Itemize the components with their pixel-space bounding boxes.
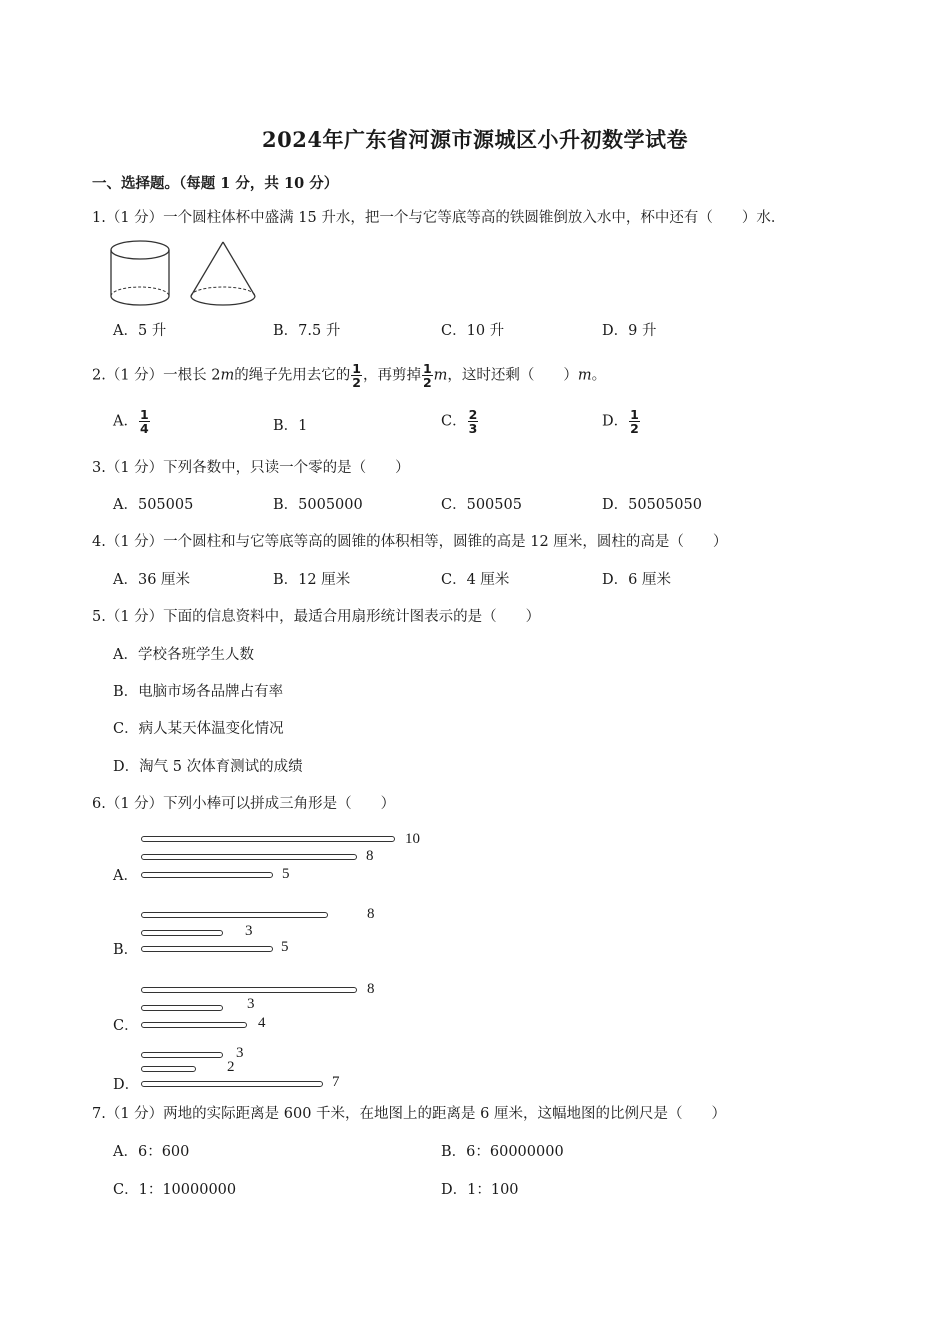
q2-option-d-fraction bbox=[629, 408, 640, 435]
q3-option-b: B．5005000 bbox=[273, 497, 363, 513]
q6-option-b-label: B． bbox=[113, 942, 139, 958]
q2-option-d-label: D． bbox=[602, 413, 629, 430]
q2-fraction-1 bbox=[351, 362, 362, 389]
q2-unit-m: m bbox=[220, 367, 235, 384]
q7-option-a: A．6：600 bbox=[113, 1144, 190, 1160]
q4-option-a: A．36 厘米 bbox=[113, 572, 191, 588]
q5-option-b: B．电脑市场各品牌占有率 bbox=[113, 684, 284, 700]
q2-option-c bbox=[441, 408, 479, 435]
q2-fraction-2 bbox=[422, 362, 433, 389]
q5-option-d: D．淘气 5 次体育测试的成绩 bbox=[113, 759, 303, 775]
q6-a-stick-3 bbox=[141, 872, 273, 878]
q6-option-a-label: A． bbox=[113, 868, 138, 884]
q6-b-stick-3 bbox=[141, 946, 273, 952]
q2-text-c: ，再剪掉 bbox=[362, 367, 421, 384]
question-4-stem: 4.（1 分）一个圆柱和与它等底等高的圆锥的体积相等，圆锥的高是 12 厘米，圆柱的高是（ ） bbox=[92, 534, 728, 550]
q6-b-stick-1 bbox=[141, 912, 328, 918]
q6-c-stick-1-length: 8 bbox=[367, 981, 375, 997]
q6-c-stick-1 bbox=[141, 987, 357, 993]
q2-text-b: 的绳子先用去它的 bbox=[234, 367, 351, 384]
question-6-stem: 6.（1 分）下列小棒可以拼成三角形是（ ） bbox=[92, 796, 396, 812]
q2-d-denominator: 2 bbox=[630, 421, 639, 436]
q6-d-stick-3-length: 7 bbox=[332, 1074, 340, 1090]
q7-option-d: D．1：100 bbox=[441, 1182, 519, 1198]
q6-a-stick-2-length: 8 bbox=[366, 848, 374, 864]
q2-option-d bbox=[602, 408, 641, 435]
section-heading: 一、选择题。（每题 1 分，共 10 分） bbox=[92, 175, 339, 192]
q5-option-c: C．病人某天体温变化情况 bbox=[113, 721, 284, 737]
q2-c-denominator: 3 bbox=[468, 421, 478, 436]
q6-b-stick-3-length: 5 bbox=[281, 939, 289, 955]
q2-frac1-denominator: 2 bbox=[352, 375, 361, 390]
q6-d-stick-1 bbox=[141, 1052, 223, 1058]
q3-option-a: A．505005 bbox=[113, 497, 194, 513]
q2-option-a bbox=[113, 408, 151, 435]
q2-option-a-fraction bbox=[139, 408, 150, 435]
q2-frac1-numerator: 1 bbox=[352, 361, 361, 376]
q1-option-b: B．7.5 升 bbox=[273, 323, 341, 339]
q7-option-c: C．1：10000000 bbox=[113, 1182, 237, 1198]
q2-text-d: ，这时还剩（ ） bbox=[447, 367, 578, 384]
q2-option-c-label: C． bbox=[441, 413, 467, 430]
question-3-stem: 3.（1 分）下列各数中，只读一个零的是（ ） bbox=[92, 460, 410, 476]
q2-option-c-fraction bbox=[468, 408, 479, 435]
q6-option-c-label: C． bbox=[113, 1018, 139, 1034]
q6-d-stick-2-length: 2 bbox=[227, 1059, 235, 1075]
q2-unit-m-3: m bbox=[577, 367, 592, 384]
q7-option-b: B．6：60000000 bbox=[441, 1144, 564, 1160]
q4-option-c: C．4 厘米 bbox=[441, 572, 510, 588]
cylinder-cone-icon bbox=[104, 236, 264, 314]
q2-text-e: 。 bbox=[591, 367, 607, 384]
q4-option-b: B．12 厘米 bbox=[273, 572, 351, 588]
cylinder-cone-figure bbox=[104, 236, 264, 314]
q2-frac2-denominator: 2 bbox=[422, 375, 432, 390]
q5-option-a: A．学校各班学生人数 bbox=[113, 647, 254, 663]
q6-d-stick-1-length: 3 bbox=[236, 1045, 244, 1061]
q6-b-stick-1-length: 8 bbox=[367, 906, 375, 922]
question-5-stem: 5.（1 分）下面的信息资料中，最适合用扇形统计图表示的是（ ） bbox=[92, 609, 541, 625]
q6-c-stick-2 bbox=[141, 1005, 223, 1011]
question-1-stem: 1.（1 分）一个圆柱体杯中盛满 15 升水，把一个与它等底等高的铁圆锥倒放入水中，杯中还有（ ）水． bbox=[92, 210, 786, 226]
q3-option-c: C．500505 bbox=[441, 497, 522, 513]
q6-b-stick-2 bbox=[141, 930, 223, 936]
q4-option-d: D．6 厘米 bbox=[602, 572, 671, 588]
question-2-stem bbox=[92, 362, 606, 389]
q2-option-a-label: A． bbox=[113, 413, 138, 430]
q6-a-stick-1 bbox=[141, 836, 395, 842]
q2-c-numerator: 2 bbox=[468, 407, 478, 422]
q3-option-d: D．50505050 bbox=[602, 497, 702, 513]
q6-c-stick-3-length: 4 bbox=[258, 1015, 266, 1031]
q6-d-stick-3 bbox=[141, 1081, 323, 1087]
q2-text-a: 2.（1 分）一根长 2 bbox=[92, 367, 221, 384]
q2-d-numerator: 1 bbox=[630, 407, 639, 422]
q2-a-denominator: 4 bbox=[139, 421, 149, 436]
q2-unit-m-2: m bbox=[433, 367, 448, 384]
q6-option-d-label: D． bbox=[113, 1077, 140, 1093]
q6-c-stick-2-length: 3 bbox=[247, 996, 255, 1012]
q2-frac2-numerator: 1 bbox=[422, 361, 432, 376]
q1-option-d: D．9 升 bbox=[602, 323, 657, 339]
page-title: 2024年广东省河源市源城区小升初数学试卷 bbox=[262, 127, 688, 152]
q6-c-stick-3 bbox=[141, 1022, 247, 1028]
question-7-stem: 7.（1 分）两地的实际距离是 600 千米，在地图上的距离是 6 厘米，这幅地图的比例尺是（ ） bbox=[92, 1106, 727, 1122]
q1-option-c: C．10 升 bbox=[441, 323, 505, 339]
q6-a-stick-1-length: 10 bbox=[405, 831, 420, 847]
q2-a-numerator: 1 bbox=[139, 407, 149, 422]
q6-a-stick-2 bbox=[141, 854, 357, 860]
q2-option-b: B．1 bbox=[273, 418, 308, 434]
q6-b-stick-2-length: 3 bbox=[245, 923, 253, 939]
q1-option-a: A．5 升 bbox=[113, 323, 167, 339]
q6-a-stick-3-length: 5 bbox=[282, 866, 290, 882]
q6-d-stick-2 bbox=[141, 1066, 196, 1072]
